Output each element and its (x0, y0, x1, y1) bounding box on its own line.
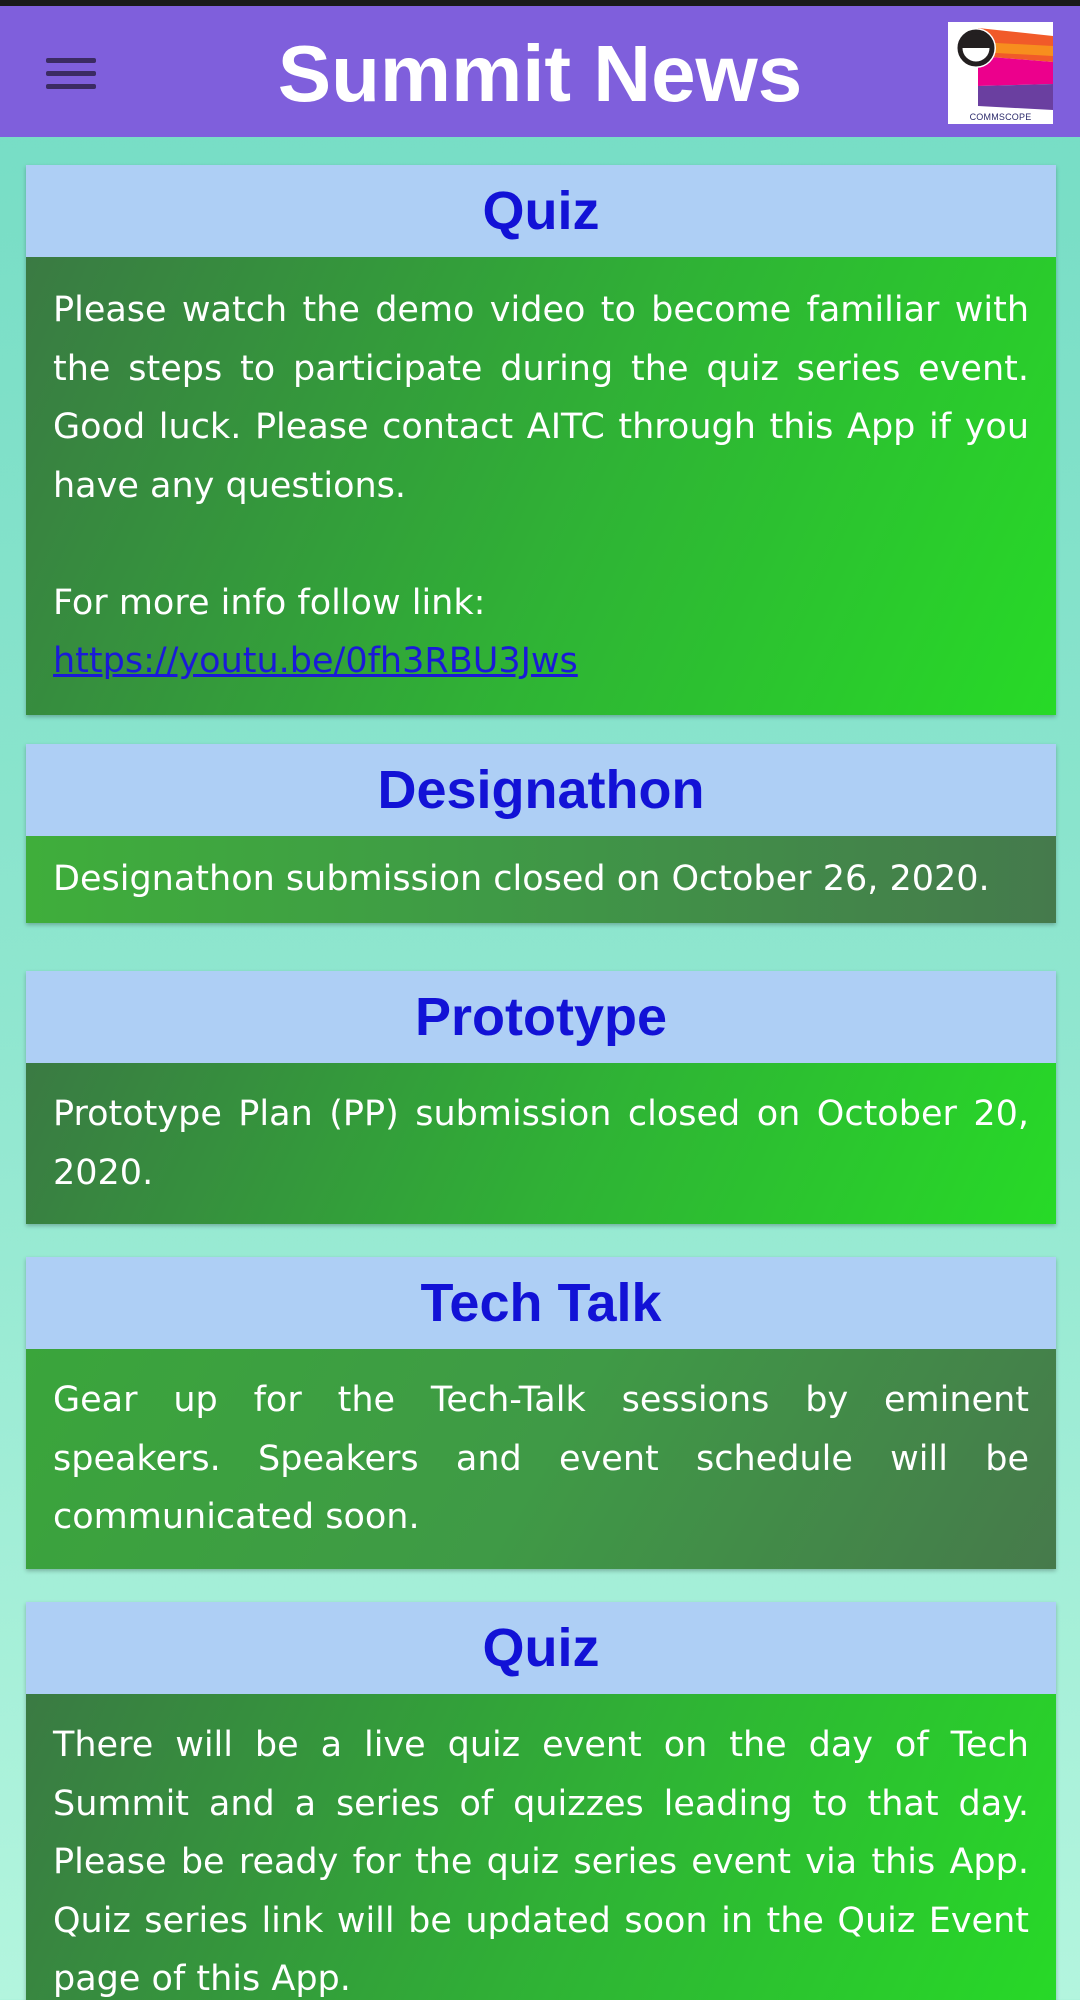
commscope-logo (948, 22, 1053, 124)
news-card-prototype (26, 971, 1056, 1224)
news-card-quiz-live (26, 1602, 1056, 2000)
news-card-quiz (26, 165, 1056, 715)
news-card-designathon (26, 744, 1056, 923)
card-body (26, 1063, 1056, 1224)
card-title: Prototype (26, 971, 1056, 1063)
card-title: Tech Talk (26, 1257, 1056, 1349)
app-bar (0, 6, 1080, 137)
card-text: Please watch the demo video to become familiar with the steps to participate during the quiz series event. Good luck. Please contact AITC through this App if you have any questions. (53, 290, 1029, 506)
card-title: Quiz (26, 165, 1056, 257)
card-body (26, 1694, 1056, 2000)
card-text: There will be a live quiz event on the day of Tech Summit and a series of quizzes leading to that day. Please be ready for the quiz series event via this App. Quiz series link will be updated soon in the Quiz Event page of this App. (53, 1725, 1029, 1999)
card-body (26, 1349, 1056, 1569)
card-body (26, 257, 1056, 715)
card-title: Designathon (26, 744, 1056, 836)
card-title: Quiz (26, 1602, 1056, 1694)
card-text: Gear up for the Tech-Talk sessions by eminent speakers. Speakers and event schedule will be communicated soon. (53, 1380, 1029, 1537)
news-card-tech-talk (26, 1257, 1056, 1569)
card-text: Designathon submission closed on October 26, 2020. (53, 859, 990, 899)
card-text: Prototype Plan (PP) submission closed on October 20, 2020. (53, 1094, 1029, 1193)
video-link[interactable]: https://youtu.be/0fh3RBU3Jws (53, 641, 578, 681)
more-info-label: For more info follow link: (53, 582, 486, 623)
app-title: Summit News (277, 29, 803, 118)
logo-text: COMMSCOPE (969, 112, 1032, 122)
card-body (26, 836, 1056, 923)
